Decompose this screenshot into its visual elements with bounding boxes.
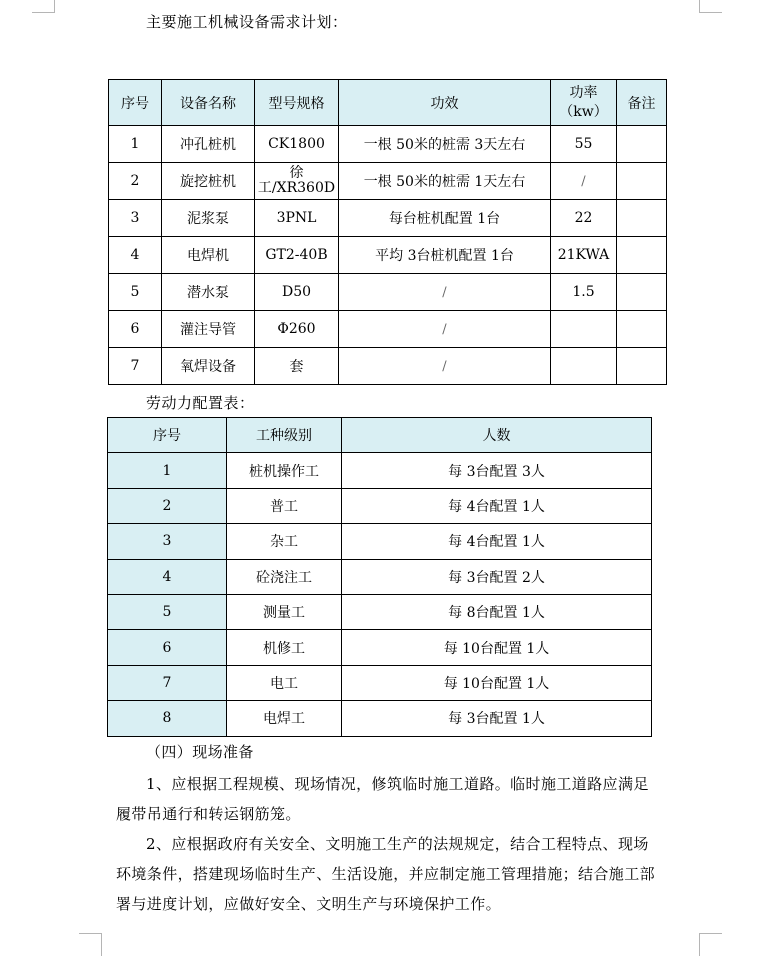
table-row (109, 200, 667, 237)
cell-job-type: 普工 (227, 488, 342, 523)
table-row (109, 311, 667, 348)
cell-remarks (617, 163, 667, 200)
cell-power: 1.5 (551, 274, 617, 311)
cell-index: 5 (108, 594, 227, 629)
table-row (108, 559, 652, 594)
cell-headcount: 每 3台配置 2人 (342, 559, 652, 594)
cell-efficiency: / (339, 274, 551, 311)
cell-remarks (617, 200, 667, 237)
table-row (108, 524, 652, 559)
header-cell-index: 序号 (109, 80, 162, 126)
cell-model: GT2-40B (255, 237, 339, 274)
cell-efficiency: 每台桩机配置 1台 (339, 200, 551, 237)
table-row (109, 274, 667, 311)
header-cell-job-type: 工种级别 (227, 418, 342, 453)
cell-headcount: 每 4台配置 1人 (342, 488, 652, 523)
cell-model: CK1800 (255, 126, 339, 163)
cell-equipment-name: 潜水泵 (162, 274, 255, 311)
cell-efficiency: 一根 50米的桩需 1天左右 (339, 163, 551, 200)
cell-remarks (617, 274, 667, 311)
header-cell-power: 功率（kw） (551, 80, 617, 126)
table-header-row (108, 418, 652, 453)
cell-equipment-name: 旋挖桩机 (162, 163, 255, 200)
cell-index: 6 (108, 630, 227, 665)
cell-job-type: 电工 (227, 665, 342, 700)
cell-job-type: 杂工 (227, 524, 342, 559)
cell-index: 7 (109, 348, 162, 385)
cell-job-type: 桩机操作工 (227, 453, 342, 488)
cell-equipment-name: 灌注导管 (162, 311, 255, 348)
cell-remarks (617, 237, 667, 274)
cell-index: 4 (109, 237, 162, 274)
cell-model: 套 (255, 348, 339, 385)
cell-index: 6 (109, 311, 162, 348)
cell-model: 3PNL (255, 200, 339, 237)
cell-index: 5 (109, 274, 162, 311)
cell-index: 4 (108, 559, 227, 594)
cell-power (551, 311, 617, 348)
paragraph-road: 1、应根据工程规模、现场情况，修筑临时施工道路。临时施工道路应满足履带吊通行和转运钢筋笼。 (116, 775, 649, 823)
cell-job-type: 测量工 (227, 594, 342, 629)
cell-index: 3 (108, 524, 227, 559)
table-row (108, 488, 652, 523)
page-corner-mark-top-left (32, 0, 55, 13)
cell-headcount: 每 3台配置 3人 (342, 453, 652, 488)
cell-model: Φ260 (255, 311, 339, 348)
cell-remarks (617, 348, 667, 385)
table-row (108, 630, 652, 665)
labor-table (107, 417, 652, 737)
cell-power: 21KWA (551, 237, 617, 274)
cell-efficiency: / (339, 311, 551, 348)
header-cell-remarks: 备注 (617, 80, 667, 126)
cell-index: 8 (108, 701, 227, 736)
header-cell-equipment-name: 设备名称 (162, 80, 255, 126)
cell-job-type: 砼浇注工 (227, 559, 342, 594)
cell-headcount: 每 8台配置 1人 (342, 594, 652, 629)
cell-index: 2 (108, 488, 227, 523)
header-cell-index: 序号 (108, 418, 227, 453)
cell-equipment-name: 泥浆泵 (162, 200, 255, 237)
table-row (109, 237, 667, 274)
cell-power: 55 (551, 126, 617, 163)
table-row (108, 594, 652, 629)
header-cell-model: 型号规格 (255, 80, 339, 126)
section-title: （四）现场准备 (146, 743, 254, 761)
cell-power (551, 348, 617, 385)
cell-index: 7 (108, 665, 227, 700)
labor-heading: 劳动力配置表： (146, 394, 255, 412)
cell-job-type: 机修工 (227, 630, 342, 665)
equipment-table (108, 79, 667, 385)
cell-index: 1 (108, 453, 227, 488)
cell-index: 3 (109, 200, 162, 237)
table-header-row (109, 80, 667, 126)
cell-index: 2 (109, 163, 162, 200)
table-row (109, 163, 667, 200)
cell-power: / (551, 163, 617, 200)
cell-equipment-name: 电焊机 (162, 237, 255, 274)
cell-model: 徐工/XR360D (255, 163, 339, 200)
cell-equipment-name: 氧焊设备 (162, 348, 255, 385)
cell-job-type: 电焊工 (227, 701, 342, 736)
header-cell-efficiency: 功效 (339, 80, 551, 126)
table-row (108, 453, 652, 488)
cell-index: 1 (109, 126, 162, 163)
page-corner-mark-bottom-left (79, 933, 102, 956)
header-cell-headcount: 人数 (342, 418, 652, 453)
cell-headcount: 每 3台配置 1人 (342, 701, 652, 736)
page-corner-mark-top-right (699, 0, 722, 13)
table-row (108, 665, 652, 700)
equipment-heading: 主要施工机械设备需求计划： (146, 13, 348, 31)
table-row (109, 126, 667, 163)
cell-remarks (617, 126, 667, 163)
cell-efficiency: / (339, 348, 551, 385)
page-corner-mark-bottom-right (699, 933, 722, 956)
table-row (108, 701, 652, 736)
paragraph-safety: 2、应根据政府有关安全、文明施工生产的法规规定，结合工程特点、现场环境条件，搭建现场临时生产、生活设施，并应制定施工管理措施；结合施工部署与进度计划，应做好安全、文明生产与环境保护工作。 (116, 835, 656, 913)
cell-efficiency: 平均 3台桩机配置 1台 (339, 237, 551, 274)
cell-headcount: 每 10台配置 1人 (342, 665, 652, 700)
cell-equipment-name: 冲孔桩机 (162, 126, 255, 163)
cell-efficiency: 一根 50米的桩需 3天左右 (339, 126, 551, 163)
cell-model: D50 (255, 274, 339, 311)
cell-remarks (617, 311, 667, 348)
table-row (109, 348, 667, 385)
cell-headcount: 每 10台配置 1人 (342, 630, 652, 665)
cell-power: 22 (551, 200, 617, 237)
cell-headcount: 每 4台配置 1人 (342, 524, 652, 559)
